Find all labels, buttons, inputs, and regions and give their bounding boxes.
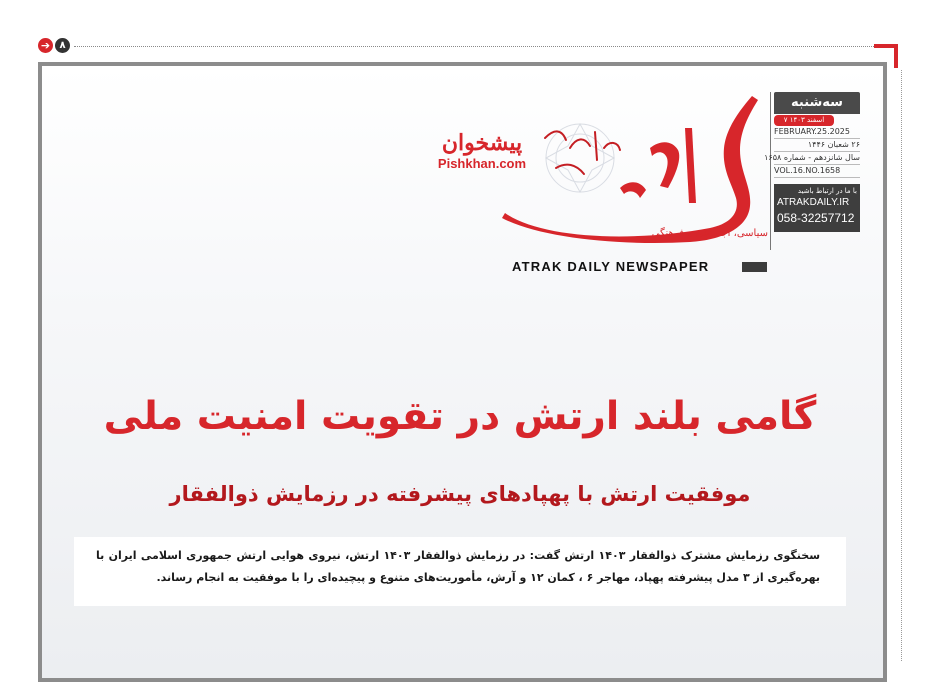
- issue-year-number: سال شانزدهم - شماره ۱۶۵۸: [774, 152, 860, 165]
- dotted-divider: [74, 46, 898, 47]
- phone-number: 058-32257712: [777, 211, 855, 225]
- contact-box: [774, 184, 860, 232]
- issue-day: سه‌شنبه: [774, 92, 860, 114]
- issue-volume: VOL.16.NO.1658: [774, 165, 860, 178]
- issue-date-fa: ۷ اسفند ۱۴۰۳: [774, 115, 834, 126]
- page-nav: [38, 38, 898, 54]
- right-dotted-divider: [901, 70, 902, 661]
- issue-info-box: [764, 92, 860, 250]
- masthead-english-name: ATRAK DAILY NEWSPAPER: [512, 259, 710, 274]
- pishkhan-site: Pishkhan.com: [437, 156, 527, 171]
- sub-headline: موفقیت ارتش با پهپادهای پیشرفته در رزمایش ذوالفقار: [169, 482, 751, 506]
- atrak-logo: [500, 88, 770, 248]
- masthead-bar: [742, 262, 767, 272]
- issue-date-en: FEBRUARY.25.2025: [774, 126, 860, 139]
- main-headline: گامی بلند ارتش در تقویت امنیت ملی: [103, 394, 817, 439]
- rosette-ornament: [546, 124, 614, 192]
- page-number-badge: ۸: [55, 38, 70, 53]
- atrak-calligraphy: [502, 96, 758, 243]
- website-link[interactable]: ATRAKDAILY.IR: [777, 197, 850, 208]
- lead-paragraph: سخنگوی رزمایش مشترک ذوالفقار ۱۴۰۳ ارتش گفت: در رزمایش ذوالفقار ۱۴۰۳ ارتش، نیروی هوایی ارتش جمهوری اسلامی ایران با بهره‌گیری از ۳ مدل پیشرفته پهپاد، مهاجر ۶ ، کمان ۱۲ و آرش، مأموریت‌های متنوع و پیچیده‌ای را با موفقیت به انجام رساند.: [74, 537, 846, 606]
- logo-subtitle: سیاسی، اجتماعی و فرهنگی: [651, 228, 768, 239]
- pishkhan-logo-fa: پیشخوان: [441, 130, 523, 156]
- issue-date-hijri: ۲۶ شعبان ۱۴۴۶: [774, 139, 860, 152]
- contact-label: با ما در ارتباط باشید: [797, 187, 857, 195]
- next-page-arrow-icon[interactable]: ➔: [38, 38, 53, 53]
